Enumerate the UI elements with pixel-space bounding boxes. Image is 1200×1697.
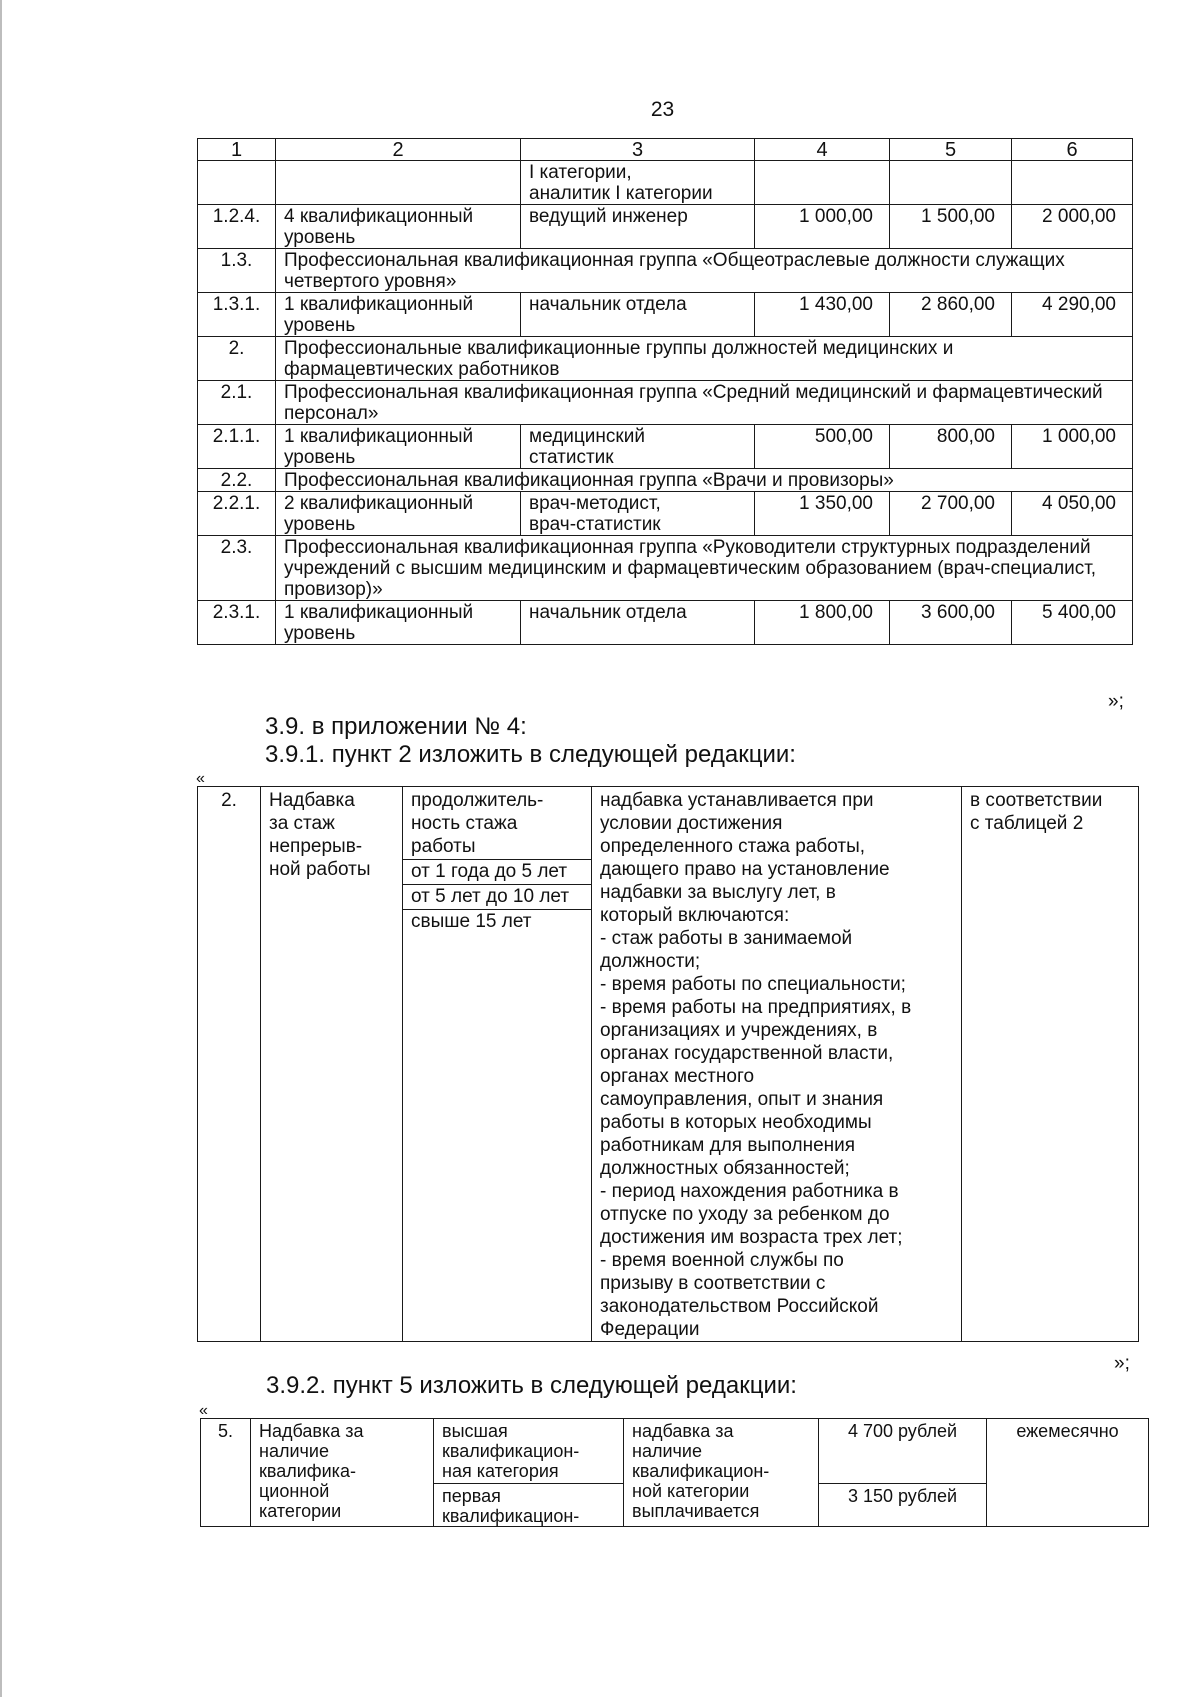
position-name: начальник отдела [521, 601, 755, 645]
qualification-level: 2 квалификационный уровень [276, 492, 521, 536]
closing-quote-1: »; [1108, 691, 1124, 712]
table-row [198, 293, 1133, 337]
value-cell [890, 161, 1012, 205]
value-cell: 1 800,00 [755, 601, 890, 645]
amount-cell: 3 150 рублей [819, 1484, 987, 1527]
value-cell: 1 000,00 [1012, 425, 1133, 469]
condition-item: от 1 года до 5 лет [403, 860, 591, 885]
category-item: первая квалификацион- [434, 1484, 624, 1527]
table-header-row [198, 139, 1133, 161]
group-title: Профессиональная квалификационная группа «Общеотраслевые должности служащих четвертого уровня» [276, 249, 1133, 293]
group-row [198, 337, 1133, 381]
position-name: ведущий инженер [521, 205, 755, 249]
group-title: Профессиональная квалификационная группа «Врачи и провизоры» [276, 469, 1133, 492]
conditions-cell [403, 787, 592, 1342]
qualification-bonus-table [200, 1418, 1149, 1527]
row-number: 1.3. [198, 249, 276, 293]
table-row [198, 787, 1139, 1342]
value-cell: 1 350,00 [755, 492, 890, 536]
row-number: 2.2. [198, 469, 276, 492]
item-number: 5. [201, 1419, 251, 1527]
header-cell: 3 [521, 139, 755, 161]
qualification-level: 1 квалификационный уровень [276, 293, 521, 337]
table-row [201, 1419, 1149, 1484]
table-row [198, 161, 1133, 205]
closing-quote-2: »; [1114, 1353, 1130, 1374]
row-number: 1.3.1. [198, 293, 276, 337]
section-3-9-1: 3.9.1. пункт 2 изложить в следующей редакции: [265, 741, 796, 768]
table-row [198, 492, 1133, 536]
value-cell: 3 600,00 [890, 601, 1012, 645]
condition-item: продолжитель- ность стажа работы [403, 789, 591, 860]
bonus-description: надбавка за наличие квалификацион- ной категории выплачивается [624, 1419, 819, 1527]
position-name: врач-методист, врач-статистик [521, 492, 755, 536]
amount-cell: 4 700 рублей [819, 1419, 987, 1484]
condition-item: свыше 15 лет [411, 911, 532, 932]
value-cell: 2 700,00 [890, 492, 1012, 536]
bonus-amount: в соответствии с таблицей 2 [962, 787, 1139, 1342]
table-row [198, 425, 1133, 469]
position-name: медицинский статистик [521, 425, 755, 469]
row-number: 1.2.4. [198, 205, 276, 249]
header-cell: 6 [1012, 139, 1133, 161]
row-number: 2.3. [198, 536, 276, 601]
group-title: Профессиональная квалификационная группа «Руководители структурных подразделений учреждений с высшим медицинским и фармацевтическим образованием (врач-специалист, провизор)» [276, 536, 1133, 601]
section-3-9-2: 3.9.2. пункт 5 изложить в следующей редакции: [266, 1372, 797, 1399]
row-number [198, 161, 276, 205]
row-number: 2. [198, 337, 276, 381]
qualification-level: 1 квалификационный уровень [276, 601, 521, 645]
group-row [198, 249, 1133, 293]
value-cell: 800,00 [890, 425, 1012, 469]
group-row [198, 469, 1133, 492]
value-cell: 2 860,00 [890, 293, 1012, 337]
group-title: Профессиональная квалификационная группа «Средний медицинский и фармацевтический персонал» [276, 381, 1133, 425]
qualification-level: 4 квалификационный уровень [276, 205, 521, 249]
position-name: I категории, аналитик I категории [521, 161, 755, 205]
table-row [198, 205, 1133, 249]
payment-period: ежемесячно [987, 1419, 1149, 1527]
value-cell: 1 500,00 [890, 205, 1012, 249]
item-number: 2. [198, 787, 261, 1342]
row-number: 2.1.1. [198, 425, 276, 469]
header-cell: 2 [276, 139, 521, 161]
row-number: 2.2.1. [198, 492, 276, 536]
header-cell: 4 [755, 139, 890, 161]
row-number: 2.3.1. [198, 601, 276, 645]
value-cell: 5 400,00 [1012, 601, 1133, 645]
header-cell: 5 [890, 139, 1012, 161]
condition-item: от 5 лет до 10 лет [403, 885, 591, 910]
group-row [198, 536, 1133, 601]
section-3-9: 3.9. в приложении № 4: [265, 713, 527, 740]
value-cell [755, 161, 890, 205]
table-row [198, 601, 1133, 645]
value-cell: 4 290,00 [1012, 293, 1133, 337]
value-cell: 500,00 [755, 425, 890, 469]
row-number: 2.1. [198, 381, 276, 425]
bonus-name: Надбавка за наличие квалифика- ционной категории [251, 1419, 434, 1527]
bonus-description: надбавка устанавливается при условии достижения определенного стажа работы, дающего право на установление надбавки за выслугу лет, в который включаются: - стаж работы в занимаемой должности; - время работы по специальности; - время работы на предприятиях, в организациях и учреждениях, в органах государственной власти, органах местного самоуправления, опыт и знания работы в которых необходимы работникам для выполнения должностных обязанностей; - период нахождения работника в отпуске по уходу за ребенком до достижения им возраста трех лет; - время военной службы по призыву в соответствии с законодательством Российской Федерации [592, 787, 962, 1342]
value-cell: 1 000,00 [755, 205, 890, 249]
qualification-level [276, 161, 521, 205]
group-row [198, 381, 1133, 425]
open-quote-2: « [196, 770, 205, 787]
bonus-name: Надбавка за стаж непрерыв- ной работы [261, 787, 403, 1342]
page-number: 23 [650, 98, 675, 121]
seniority-bonus-table [197, 786, 1139, 1342]
value-cell: 4 050,00 [1012, 492, 1133, 536]
group-title: Профессиональные квалификационные группы должностей медицинских и фармацевтических работников [276, 337, 1133, 381]
open-quote-3: « [199, 1402, 208, 1419]
qualification-level: 1 квалификационный уровень [276, 425, 521, 469]
category-item: высшая квалификацион- ная категория [434, 1419, 624, 1484]
position-name: начальник отдела [521, 293, 755, 337]
header-cell: 1 [198, 139, 276, 161]
scan-edge [0, 0, 2, 1697]
value-cell [1012, 161, 1133, 205]
salary-table [197, 138, 1133, 645]
value-cell: 1 430,00 [755, 293, 890, 337]
value-cell: 2 000,00 [1012, 205, 1133, 249]
